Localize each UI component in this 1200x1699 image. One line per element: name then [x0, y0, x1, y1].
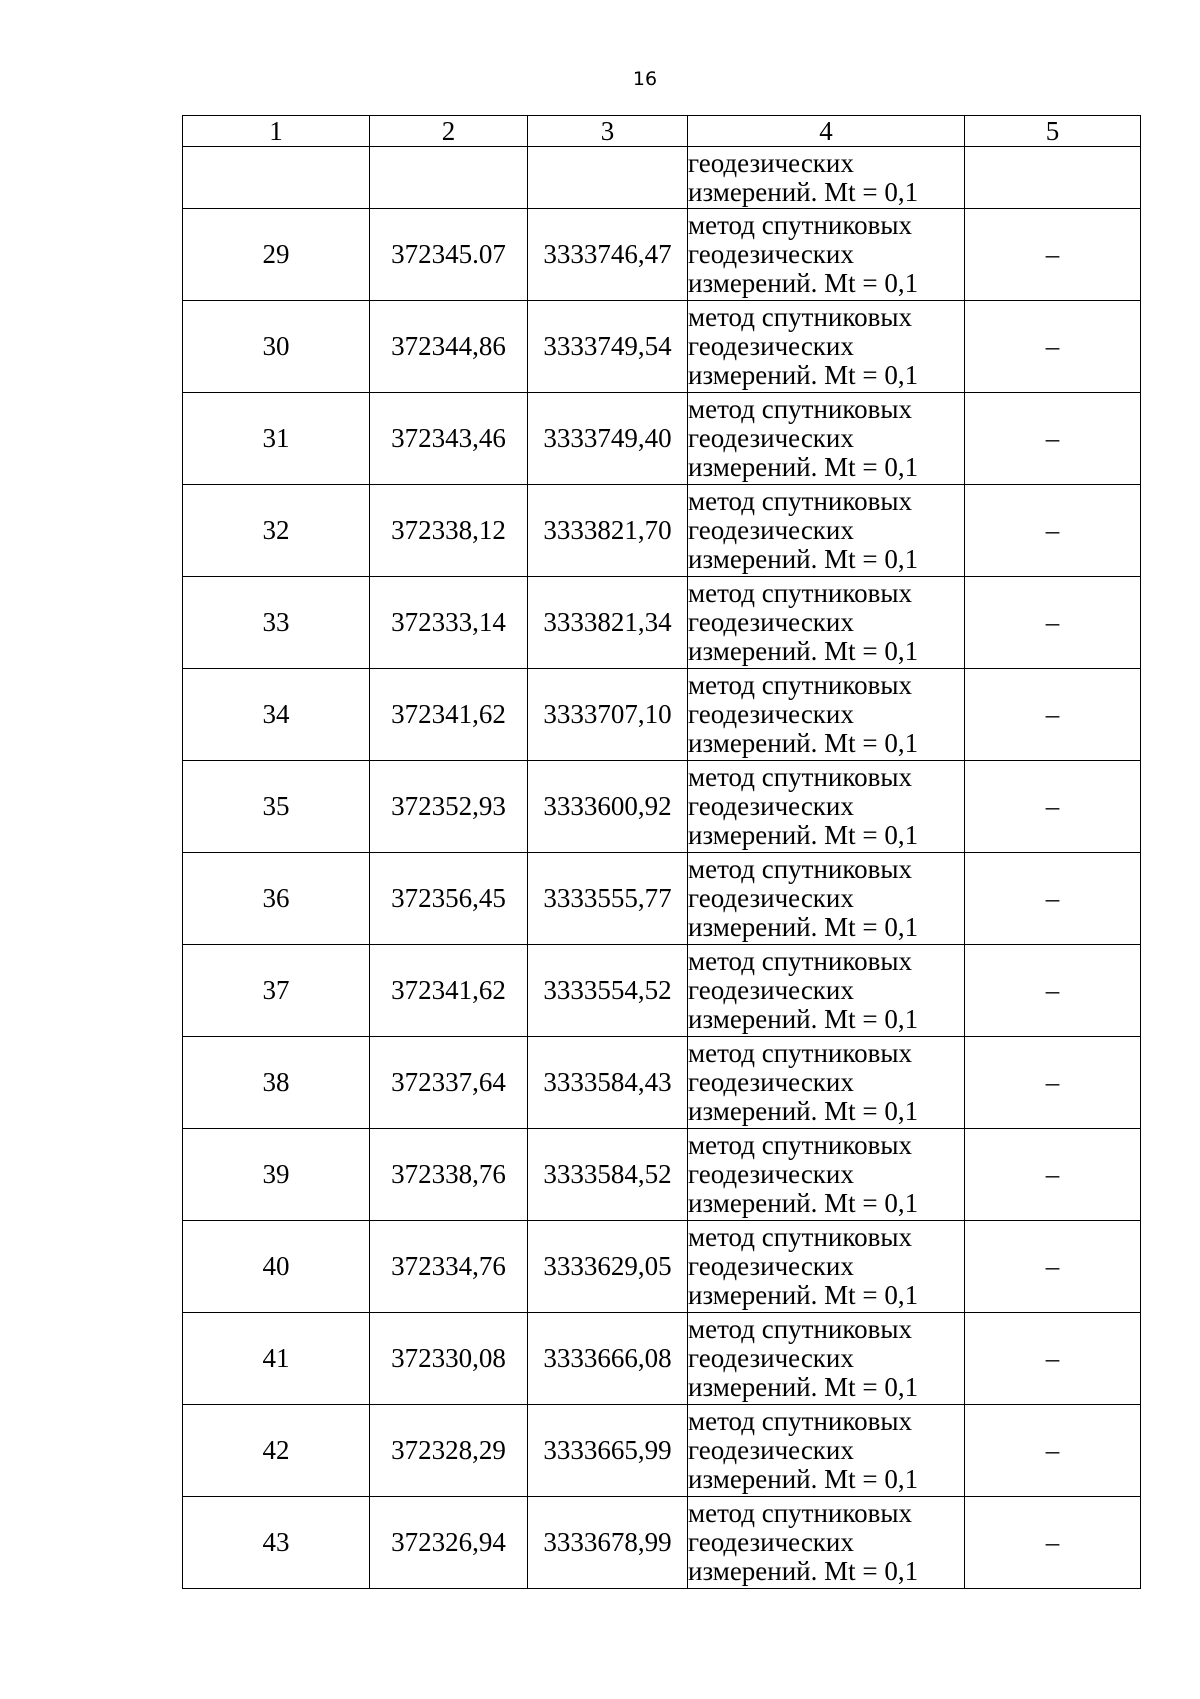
cell-x: 372341,62 [370, 669, 528, 761]
cell-x: 372341,62 [370, 945, 528, 1037]
cell-method: метод спутниковых геодезических измерений. Mt = 0,1 [688, 577, 965, 669]
cell-x: 372343,46 [370, 393, 528, 485]
cell-error: – [965, 1037, 1141, 1129]
cell-method: метод спутниковых геодезических измерений. Mt = 0,1 [688, 1313, 965, 1405]
cell-x: 372345.07 [370, 209, 528, 301]
cell-num: 39 [183, 1129, 370, 1221]
cell-num: 34 [183, 669, 370, 761]
cell-num: 31 [183, 393, 370, 485]
cell-y: 3333678,99 [528, 1497, 688, 1589]
cell-y: 3333707,10 [528, 669, 688, 761]
table-row [183, 301, 1141, 393]
cell-error: – [965, 761, 1141, 853]
cell-error: – [965, 301, 1141, 393]
cell-x: 372356,45 [370, 853, 528, 945]
table-header [183, 116, 1141, 147]
cell-method: метод спутниковых геодезических измерений. Mt = 0,1 [688, 1129, 965, 1221]
table-row [183, 669, 1141, 761]
cell-x: 372328,29 [370, 1405, 528, 1497]
cell-y: 3333555,77 [528, 853, 688, 945]
header-col-3: 3 [528, 116, 688, 147]
cell-num: 43 [183, 1497, 370, 1589]
header-col-2: 2 [370, 116, 528, 147]
cell-method: геодезических измерений. Mt = 0,1 [688, 147, 965, 209]
table-row [183, 853, 1141, 945]
cell-error: – [965, 1313, 1141, 1405]
cell-error: – [965, 577, 1141, 669]
cell-error: – [965, 485, 1141, 577]
table-row [183, 1313, 1141, 1405]
cell-method: метод спутниковых геодезических измерений. Mt = 0,1 [688, 485, 965, 577]
cell-error: – [965, 1129, 1141, 1221]
cell-error: – [965, 945, 1141, 1037]
cell-method: метод спутниковых геодезических измерений. Mt = 0,1 [688, 1497, 965, 1589]
cell-error: – [965, 853, 1141, 945]
cell-y: 3333749,40 [528, 393, 688, 485]
cell-y: 3333554,52 [528, 945, 688, 1037]
cell-num: 41 [183, 1313, 370, 1405]
cell-y: 3333749,54 [528, 301, 688, 393]
cell-num: 36 [183, 853, 370, 945]
cell-y [528, 147, 688, 209]
cell-y: 3333665,99 [528, 1405, 688, 1497]
cell-x: 372338,76 [370, 1129, 528, 1221]
cell-method: метод спутниковых геодезических измерений. Mt = 0,1 [688, 1037, 965, 1129]
cell-num: 37 [183, 945, 370, 1037]
cell-method: метод спутниковых геодезических измерений. Mt = 0,1 [688, 761, 965, 853]
cell-y: 3333821,34 [528, 577, 688, 669]
cell-x: 372344,86 [370, 301, 528, 393]
cell-y: 3333821,70 [528, 485, 688, 577]
cell-error: – [965, 1221, 1141, 1313]
table-body [183, 147, 1141, 1589]
header-col-5: 5 [965, 116, 1141, 147]
coordinates-table [182, 115, 1141, 1589]
cell-method: метод спутниковых геодезических измерений. Mt = 0,1 [688, 1221, 965, 1313]
table-row [183, 1221, 1141, 1313]
table-row [183, 1129, 1141, 1221]
cell-error [965, 147, 1141, 209]
table-row [183, 1497, 1141, 1589]
cell-error: – [965, 1497, 1141, 1589]
table-row [183, 945, 1141, 1037]
table-row [183, 577, 1141, 669]
cell-num: 35 [183, 761, 370, 853]
cell-num: 30 [183, 301, 370, 393]
cell-num: 33 [183, 577, 370, 669]
cell-error: – [965, 669, 1141, 761]
table-row [183, 1037, 1141, 1129]
cell-x: 372334,76 [370, 1221, 528, 1313]
cell-method: метод спутниковых геодезических измерений. Mt = 0,1 [688, 209, 965, 301]
cell-y: 3333666,08 [528, 1313, 688, 1405]
cell-method: метод спутниковых геодезических измерений. Mt = 0,1 [688, 669, 965, 761]
table-row [183, 1405, 1141, 1497]
table-row [183, 761, 1141, 853]
cell-x: 372333,14 [370, 577, 528, 669]
cell-error: – [965, 209, 1141, 301]
cell-num: 38 [183, 1037, 370, 1129]
cell-y: 3333746,47 [528, 209, 688, 301]
cell-y: 3333584,52 [528, 1129, 688, 1221]
continuation-row [183, 147, 1141, 209]
cell-x: 372338,12 [370, 485, 528, 577]
cell-x: 372326,94 [370, 1497, 528, 1589]
cell-method: метод спутниковых геодезических измерений. Mt = 0,1 [688, 1405, 965, 1497]
cell-num: 32 [183, 485, 370, 577]
cell-y: 3333629,05 [528, 1221, 688, 1313]
cell-num: 42 [183, 1405, 370, 1497]
cell-x: 372352,93 [370, 761, 528, 853]
cell-error: – [965, 393, 1141, 485]
cell-y: 3333600,92 [528, 761, 688, 853]
cell-method: метод спутниковых геодезических измерений. Mt = 0,1 [688, 853, 965, 945]
cell-method: метод спутниковых геодезических измерений. Mt = 0,1 [688, 301, 965, 393]
cell-num: 29 [183, 209, 370, 301]
cell-num: 40 [183, 1221, 370, 1313]
table-row [183, 485, 1141, 577]
cell-x [370, 147, 528, 209]
cell-x: 372330,08 [370, 1313, 528, 1405]
header-col-4: 4 [688, 116, 965, 147]
cell-method: метод спутниковых геодезических измерений. Mt = 0,1 [688, 945, 965, 1037]
header-row [183, 116, 1141, 147]
cell-error: – [965, 1405, 1141, 1497]
cell-y: 3333584,43 [528, 1037, 688, 1129]
table-row [183, 209, 1141, 301]
cell-num [183, 147, 370, 209]
cell-method: метод спутниковых геодезических измерений. Mt = 0,1 [688, 393, 965, 485]
page-number: 16 [632, 68, 658, 90]
table-row [183, 393, 1141, 485]
cell-x: 372337,64 [370, 1037, 528, 1129]
header-col-1: 1 [183, 116, 370, 147]
